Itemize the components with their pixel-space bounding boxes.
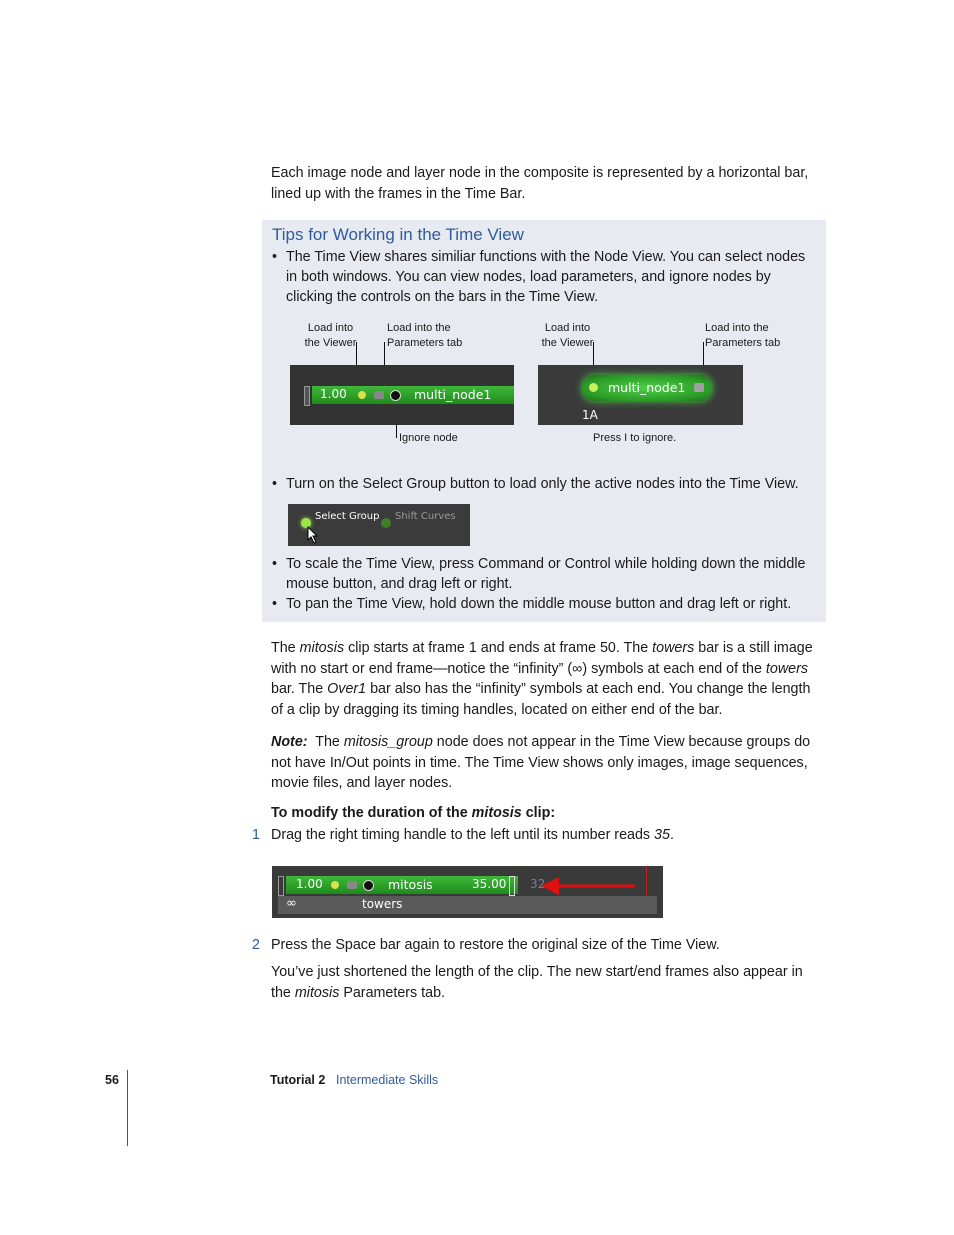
section-label: Intermediate Skills — [336, 1073, 439, 1087]
mouse-pointer-icon — [307, 526, 319, 544]
nodeview-screenshot — [538, 365, 743, 425]
tip-bullet-4: • To pan the Time View, hold down the middle mouse button and drag left or right. — [272, 596, 792, 612]
playhead[interactable] — [646, 866, 647, 896]
chapter-label: Tutorial 2 — [270, 1073, 326, 1087]
still-name: towers — [362, 897, 403, 911]
ghost-frame-value: 32 — [530, 877, 546, 891]
infinity-symbol: ∞ — [286, 896, 297, 911]
shift-curves-led-icon — [381, 518, 391, 528]
node-name: multi_node1 — [608, 380, 686, 395]
task-heading: To modify the duration of the mitosis clip: — [271, 805, 556, 821]
select-group-screenshot — [288, 504, 470, 546]
start-handle[interactable] — [278, 876, 284, 896]
viewer-dot-icon[interactable] — [589, 383, 598, 392]
intro-paragraph: Each image node and layer node in the composite is represented by a horizontal bar, lined up with the frames in the Time Bar. — [271, 165, 809, 202]
page-number: 56 — [105, 1073, 119, 1087]
footer-rule — [127, 1070, 128, 1146]
callout-load-viewer-2: Load into the Viewer — [541, 322, 594, 349]
node-pill[interactable] — [582, 375, 712, 401]
note-paragraph: Note: The mitosis_group node does not appear in the Time View because groups do not have In/Out points in time. The Time View shows only images, image sequences, movie files, and layer nodes. — [271, 734, 811, 791]
towers-bar[interactable] — [278, 896, 657, 914]
callout-load-params-1: Load into the Parameters tab — [387, 322, 463, 349]
end-frame-value: 35.00 — [472, 877, 507, 891]
node-name: multi_node1 — [414, 387, 492, 402]
step-1: 1 Drag the right timing handle to the left until its number reads 35. — [252, 827, 674, 843]
node-label: 1A — [582, 408, 598, 422]
closing-paragraph: You’ve just shortened the length of the clip. The new start/end frames also appear in the mitosis Parameters tab. — [271, 964, 803, 1001]
ignore-icon[interactable] — [390, 390, 401, 401]
callout-load-viewer-1: Load into the Viewer — [304, 322, 357, 349]
callout-ignore-node: Ignore node — [399, 432, 458, 444]
timing-drag-screenshot — [272, 866, 663, 918]
tips-title: Tips for Working in the Time View — [272, 225, 524, 244]
tip-bullet-3: • To scale the Time View, press Command or Control while holding down the middle mouse button, and drag left or right. — [272, 556, 806, 592]
timing-handle[interactable] — [304, 386, 310, 406]
start-frame-value: 1.00 — [296, 877, 323, 891]
start-frame-value: 1.00 — [320, 387, 347, 401]
select-group-button[interactable]: Select Group — [315, 511, 380, 522]
params-icon[interactable] — [347, 881, 357, 889]
viewer-dot-icon[interactable] — [331, 881, 339, 889]
end-handle[interactable] — [509, 876, 515, 896]
shift-curves-button[interactable]: Shift Curves — [395, 511, 456, 522]
step-2: 2 Press the Space bar again to restore the original size of the Time View. — [252, 937, 720, 953]
params-icon[interactable] — [694, 383, 704, 392]
ignore-icon[interactable] — [363, 880, 374, 891]
mitosis-bar[interactable] — [286, 876, 518, 894]
clip-name: mitosis — [388, 877, 433, 892]
drag-arrow-icon — [537, 874, 637, 898]
mitosis-paragraph: The mitosis clip starts at frame 1 and ends at frame 50. The towers bar is a still image with no start or end frame—notice the “infinity” (∞) symbols at each end of the towers bar. The Over1 bar also has the “infinity” symbols at each end. You change the length of a clip by dragging its timing handles, located on either end of the bar. — [271, 640, 813, 718]
viewer-dot-icon[interactable] — [358, 391, 366, 399]
tip-bullet-1: • The Time View shares similiar functions with the Node View. You can select nodes in both windows. You can view nodes, load parameters, and ignore nodes by clicking the controls on the bars in the Time View. — [272, 249, 806, 305]
params-icon[interactable] — [374, 391, 384, 399]
node-bar[interactable] — [312, 386, 514, 404]
callout-press-i: Press I to ignore. — [593, 432, 677, 444]
tip-bullet-2: • Turn on the Select Group button to load only the active nodes into the Time View. — [272, 476, 799, 492]
callout-load-params-2: Load into the Parameters tab — [705, 322, 781, 349]
timeview-screenshot — [290, 365, 514, 425]
